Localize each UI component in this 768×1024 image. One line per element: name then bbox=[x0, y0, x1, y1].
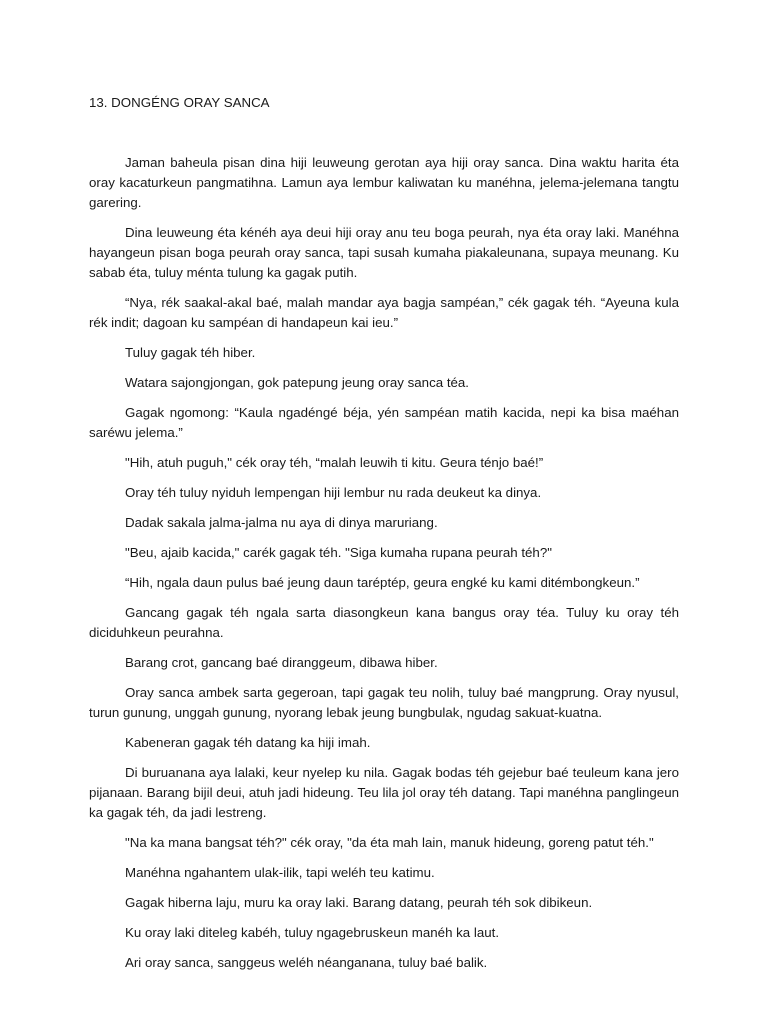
paragraph: Gancang gagak téh ngala sarta diasongkeun kana bangus oray téa. Tuluy ku oray téh diciduhkeun peurahna. bbox=[89, 605, 679, 640]
paragraph: "Beu, ajaib kacida," carék gagak téh. "Siga kumaha rupana peurah téh?" bbox=[125, 545, 552, 560]
paragraph: Ku oray laki diteleg kabéh, tuluy ngagebruskeun manéh ka laut. bbox=[125, 925, 500, 940]
paragraph: Ari oray sanca, sanggeus weléh néanganana, tuluy baé balik. bbox=[125, 955, 488, 970]
paragraph: Kabeneran gagak téh datang ka hiji imah. bbox=[125, 735, 371, 750]
paragraph: Tuluy gagak téh hiber. bbox=[125, 345, 256, 360]
document-title: 13. DONGÉNG ORAY SANCA bbox=[89, 95, 270, 110]
paragraph: Dadak sakala jalma-jalma nu aya di dinya maruriang. bbox=[125, 515, 438, 530]
paragraph: Watara sajongjongan, gok patepung jeung oray sanca téa. bbox=[125, 375, 469, 390]
paragraph: Manéhna ngahantem ulak-ilik, tapi weléh teu katimu. bbox=[125, 865, 435, 880]
paragraph: Oray sanca ambek sarta gegeroan, tapi gagak teu nolih, tuluy baé mangprung. Oray nyusul, turun gunung, unggah gunung, nyorang lebak jeung bungbulak, ngudag sakuat-kuatna. bbox=[89, 685, 679, 720]
paragraph: "Hih, atuh puguh," cék oray téh, “malah leuwih ti kitu. Geura ténjo baé!” bbox=[125, 455, 544, 470]
paragraph: Dina leuweung éta kénéh aya deui hiji oray anu teu boga peurah, nya éta oray laki. Manéhna hayangeun pisan boga peurah oray sanca, tapi susah kumaha piakaleunana, supaya meunang. Ku sabab éta, tuluy ménta tulung ka gagak putih. bbox=[89, 225, 679, 280]
paragraph: Di buruanana aya lalaki, keur nyelep ku nila. Gagak bodas téh gejebur baé teuleum kana jero pijanaan. Barang bijil deui, atuh jadi hideung. Teu lila jol oray téh datang. Tapi manéhna panglingeun ka gagak téh, da jadi lestreng. bbox=[89, 765, 679, 820]
paragraph: Barang crot, gancang baé diranggeum, dibawa hiber. bbox=[125, 655, 438, 670]
paragraph: Gagak hiberna laju, muru ka oray laki. Barang datang, peurah téh sok dibikeun. bbox=[125, 895, 593, 910]
paragraph: Oray téh tuluy nyiduh lempengan hiji lembur nu rada deukeut ka dinya. bbox=[125, 485, 542, 500]
paragraph: Gagak ngomong: “Kaula ngadéngé béja, yén sampéan matih kacida, nepi ka bisa maéhan saréwu jelema.” bbox=[89, 405, 679, 440]
document-body bbox=[89, 93, 679, 983]
paragraph: "Na ka mana bangsat téh?" cék oray, "da éta mah lain, manuk hideung, goreng patut téh." bbox=[125, 835, 654, 850]
paragraph: “Nya, rék saakal-akal baé, malah mandar aya bagja sampéan,” cék gagak téh. “Ayeuna kula rék indit; dagoan ku sampéan di handapeun kai ieu.” bbox=[89, 295, 679, 330]
paragraph: “Hih, ngala daun pulus baé jeung daun taréptép, geura engké ku kami ditémbongkeun.” bbox=[125, 575, 640, 590]
paragraph: Jaman baheula pisan dina hiji leuweung gerotan aya hiji oray sanca. Dina waktu harita éta oray kacaturkeun pangmatihna. Lamun aya lembur kaliwatan ku manéhna, jelema-jelemana tangtu garering. bbox=[89, 155, 679, 210]
